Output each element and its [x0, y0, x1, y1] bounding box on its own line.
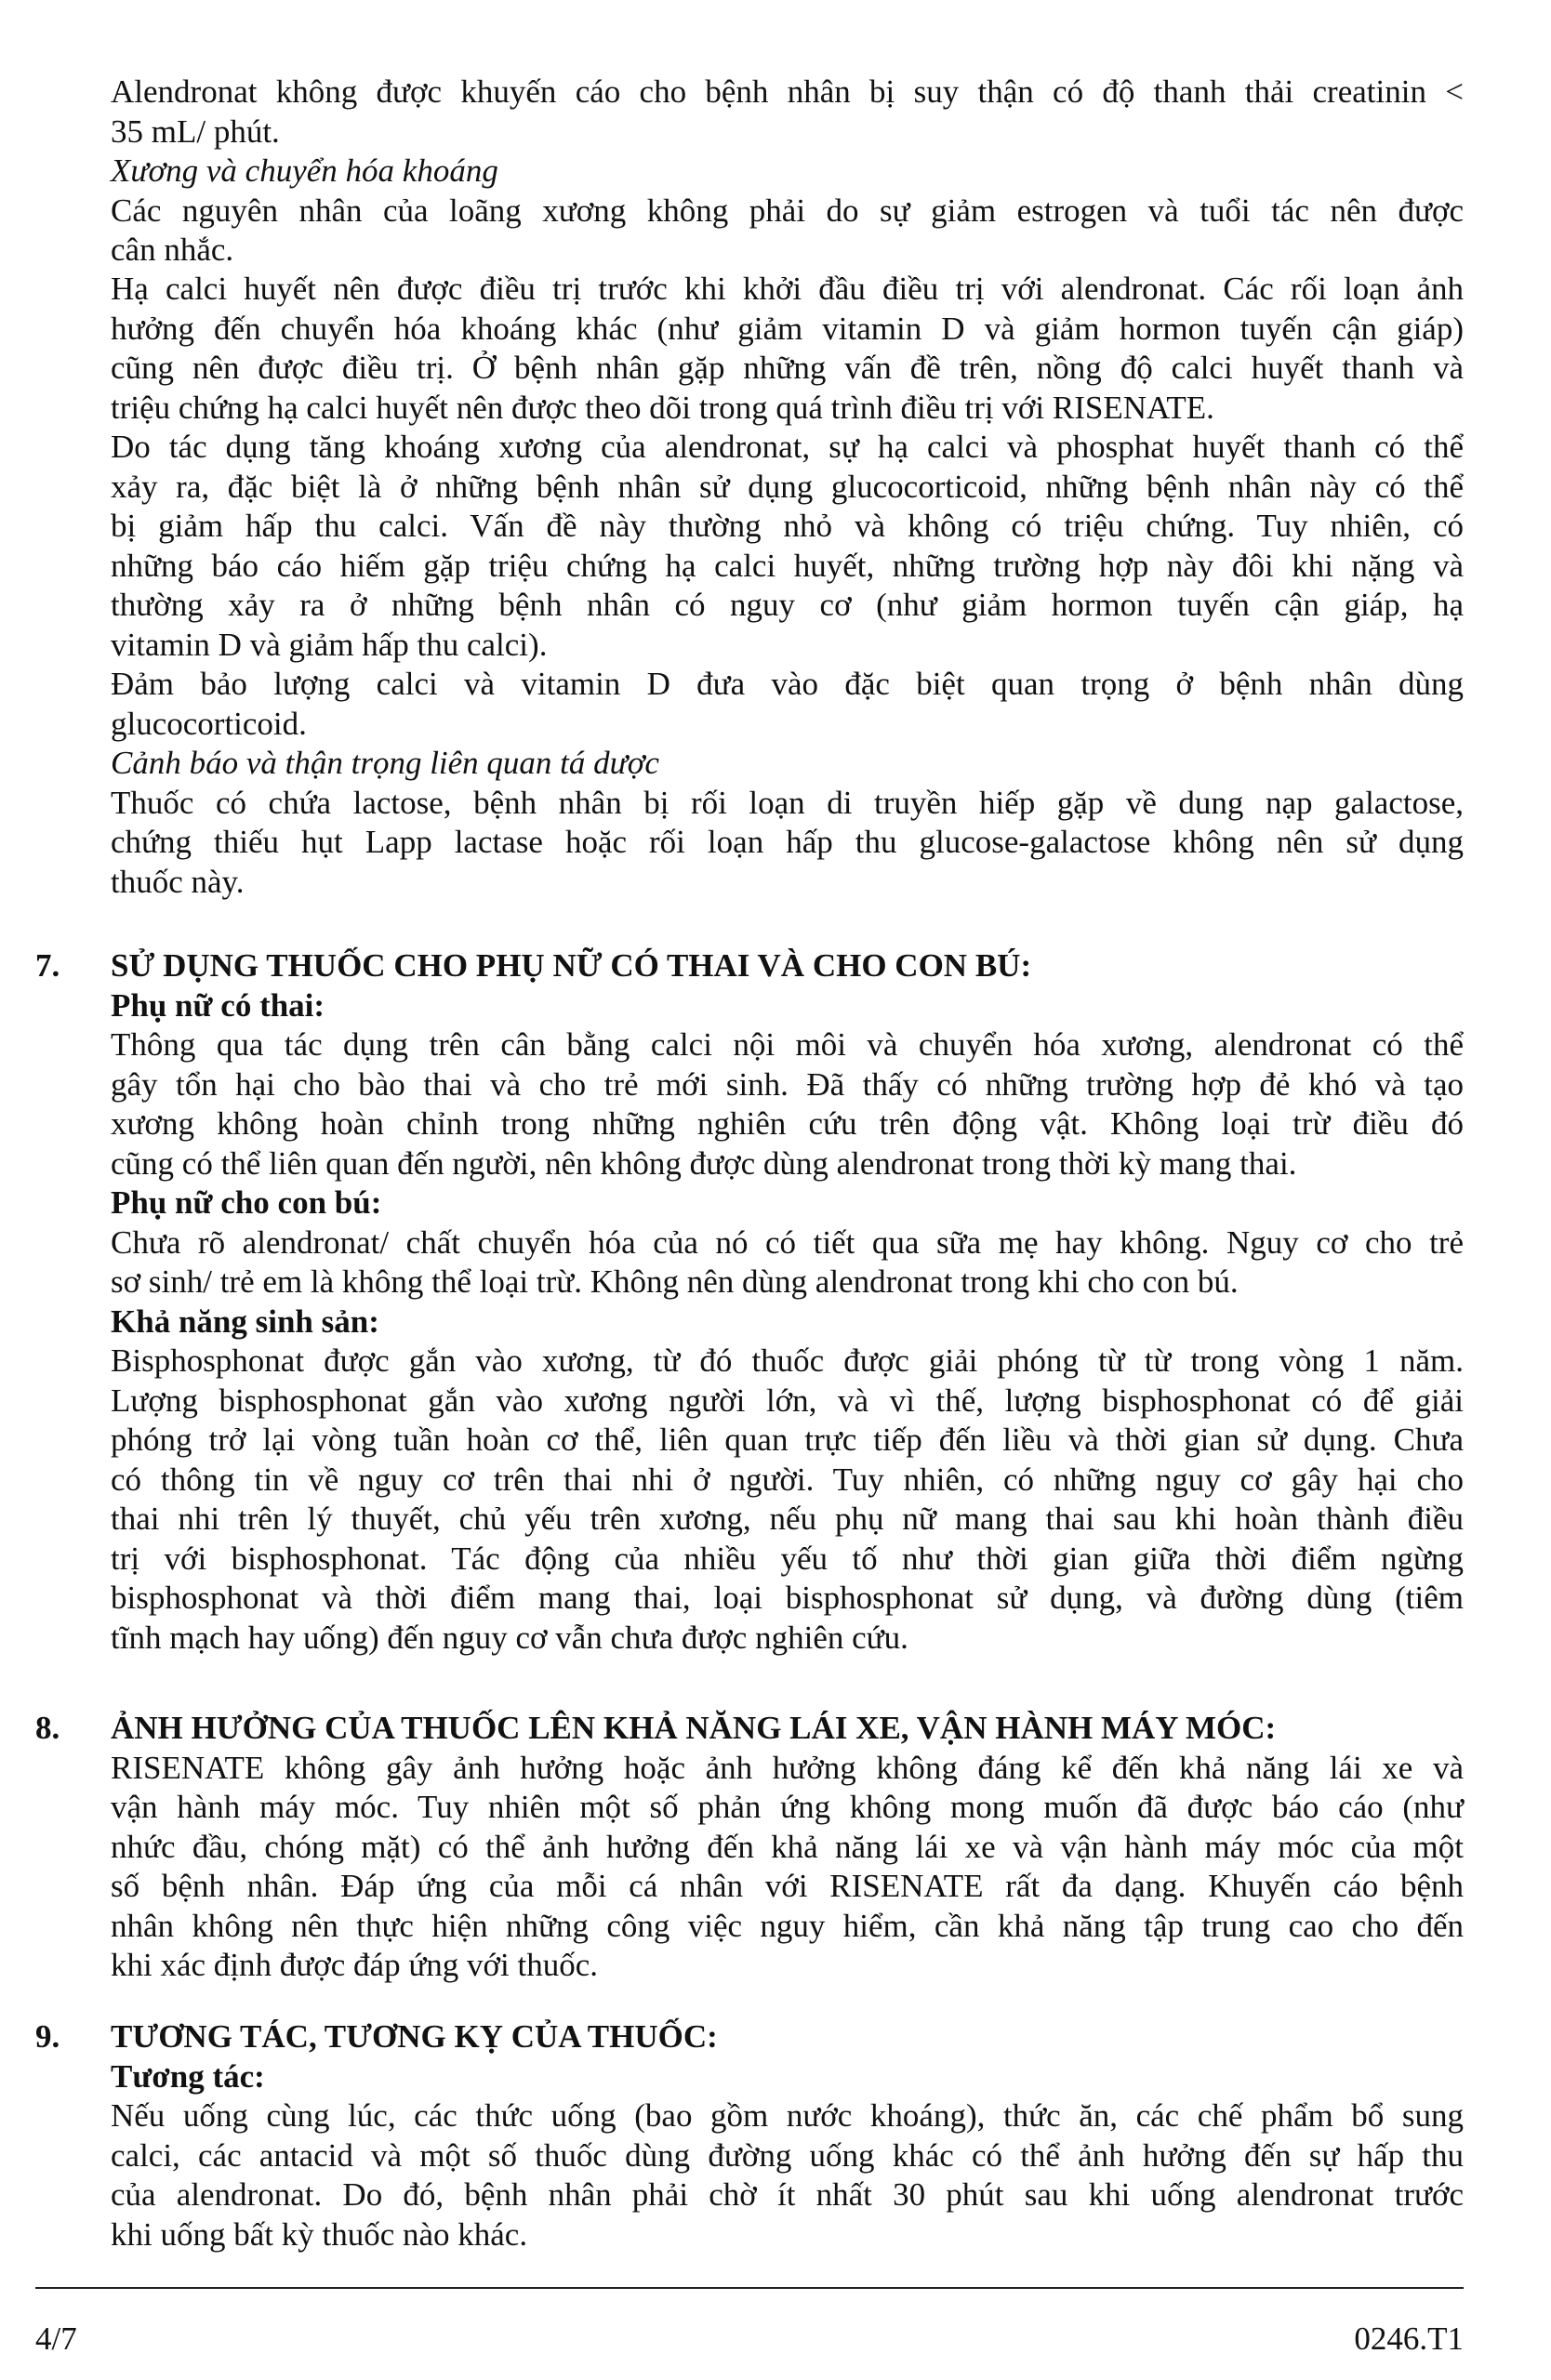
text-line: bisphosphonat và thời điểm mang thai, loại bisphosphonat sử dụng, và đường dùng (tiêm — [111, 1580, 1464, 1616]
section-title: TƯƠNG TÁC, TƯƠNG KỴ CỦA THUỐC: — [111, 2018, 718, 2055]
subheading-italic: Cảnh báo và thận trọng liên quan tá dược — [111, 745, 659, 781]
paragraph-hypocalcemia — [111, 270, 1464, 428]
text-line: tĩnh mạch hay uống) đến nguy cơ vẫn chưa được nghiên cứu. — [111, 1619, 908, 1656]
subheading-bold: Phụ nữ cho con bú: — [111, 1184, 382, 1221]
paragraph-mineral — [111, 152, 1464, 271]
text-line: Thuốc có chứa lactose, bệnh nhân bị rối loạn di truyền hiếp gặp về dung nạp galactose, — [111, 784, 1464, 821]
text-line: bị giảm hấp thu calci. Vấn đề này thường nhỏ và không có triệu chứng. Tuy nhiên, có — [111, 508, 1464, 544]
text-line: phóng trở lại vòng tuần hoàn cơ thể, liên quan trực tiếp đến liều và thời gian sử dụng. Chưa — [111, 1421, 1464, 1458]
text-line: chứng thiếu hụt Lapp lactase hoặc rối loạn hấp thu glucose-galactose không nên sử dụng — [111, 824, 1464, 860]
text-line: thường xảy ra ở những bệnh nhân có nguy cơ (như giảm hormon tuyến cận giáp, hạ — [111, 587, 1464, 623]
section-title: SỬ DỤNG THUỐC CHO PHỤ NỮ CÓ THAI VÀ CHO CON BÚ: — [111, 947, 1032, 984]
text-line: cân nhắc. — [111, 231, 234, 268]
subheading-bold: Khả năng sinh sản: — [111, 1302, 379, 1340]
subheading-bold: Tương tác: — [111, 2057, 265, 2095]
text-line: Đảm bảo lượng calci và vitamin D đưa vào đặc biệt quan trọng ở bệnh nhân dùng — [111, 666, 1464, 702]
subheading-bold: Phụ nữ có thai: — [111, 986, 325, 1024]
text-line: Thông qua tác dụng trên cân bằng calci nội môi và chuyển hóa xương, alendronat có thể — [111, 1026, 1464, 1063]
text-line: Nếu uống cùng lúc, các thức uống (bao gồm nước khoáng), thức ăn, các chế phẩm bổ sung — [111, 2097, 1464, 2134]
text-line: khi xác định được đáp ứng với thuốc. — [111, 1947, 599, 1983]
text-line: những báo cáo hiếm gặp triệu chứng hạ calci huyết, những trường hợp này đôi khi nặng và — [111, 547, 1464, 584]
text-line: thuốc này. — [111, 863, 245, 900]
text-line: calci, các antacid và một số thuốc dùng đường uống khác có thể ảnh hưởng đến sự hấp thu — [111, 2136, 1464, 2174]
text-line: vận hành máy móc. Tuy nhiên một số phản ứng không mong muốn đã được báo cáo (như — [111, 1789, 1464, 1825]
text-line: Chưa rõ alendronat/ chất chuyển hóa của nó có tiết qua sữa mẹ hay không. Nguy cơ cho trẻ — [111, 1223, 1464, 1261]
text-line: nhân không nên thực hiện những công việc nguy hiểm, cần khả năng tập trung cao cho đến — [111, 1907, 1464, 1944]
paragraph-renal — [111, 73, 1464, 152]
text-line: hưởng đến chuyển hóa khoáng khác (như giảm vitamin D và giảm hormon tuyến cận giáp) — [111, 310, 1464, 347]
text-line: xảy ra, đặc biệt là ở những bệnh nhân sử dụng glucocorticoid, những bệnh nhân này có thể — [111, 468, 1464, 505]
text-line: của alendronat. Do đó, bệnh nhân phải chờ ít nhất 30 phút sau khi uống alendronat trước — [111, 2176, 1464, 2213]
section-title: ẢNH HƯỞNG CỦA THUỐC LÊN KHẢ NĂNG LÁI XE, VẬN HÀNH MÁY MÓC: — [111, 1710, 1277, 1746]
section-interactions — [111, 2017, 1464, 2254]
text-line: khi uống bất kỳ thuốc nào khác. — [111, 2215, 528, 2253]
section-number: 9. — [35, 2018, 60, 2055]
text-line: Do tác dụng tăng khoáng xương của alendronat, sự hạ calci và phosphat huyết thanh có thể — [111, 429, 1464, 465]
section-number: 8. — [35, 1710, 60, 1746]
text-line: glucocorticoid. — [111, 705, 307, 742]
text-line: cũng nên được điều trị. Ở bệnh nhân gặp những vấn đề trên, nồng độ calci huyết thanh và — [111, 350, 1464, 386]
page-number: 4/7 — [35, 2320, 77, 2357]
text-line: triệu chứng hạ calci huyết nên được theo dõi trong quá trình điều trị với RISENATE. — [111, 389, 1214, 426]
section-pregnancy — [111, 946, 1464, 1658]
text-line: Các nguyên nhân của loãng xương không phải do sự giảm estrogen và tuổi tác nên được — [111, 192, 1464, 229]
text-line: thai nhi trên lý thuyết, chủ yếu trên xương, nếu phụ nữ mang thai sau khi hoàn thành điều — [111, 1501, 1464, 1537]
text-line: trị với bisphosphonat. Tác động của nhiều yếu tố như thời gian giữa thời điểm ngừng — [111, 1540, 1464, 1577]
text-line: số bệnh nhân. Đáp ứng của mỗi cá nhân với RISENATE rất đa dạng. Khuyến cáo bệnh — [111, 1868, 1464, 1904]
text-line: Lượng bisphosphonat gắn vào xương người lớn, và vì thế, lượng bisphosphonat có để giải — [111, 1382, 1464, 1419]
footer-divider — [35, 2287, 1464, 2289]
text-line: xương không hoàn chỉnh trong những nghiên cứu trên động vật. Không loại trừ điều đó — [111, 1105, 1464, 1142]
text-line: Hạ calci huyết nên được điều trị trước khi khởi đầu điều trị với alendronat. Các rối loạn ảnh — [111, 271, 1464, 307]
paragraph-calcium-vitamin — [111, 665, 1464, 744]
paragraph-excipient — [111, 744, 1464, 902]
text-line: Alendronat không được khuyến cáo cho bệnh nhân bị suy thận có độ thanh thải creatinin < — [111, 73, 1464, 110]
section-number: 7. — [35, 947, 60, 984]
text-line: RISENATE không gây ảnh hưởng hoặc ảnh hưởng không đáng kể đến khả năng lái xe và — [111, 1749, 1464, 1786]
paragraph-phosphate — [111, 428, 1464, 665]
subheading-italic: Xương và chuyển hóa khoáng — [111, 152, 498, 189]
text-line: có thông tin về nguy cơ trên thai nhi ở người. Tuy nhiên, có những nguy cơ gây hại cho — [111, 1461, 1464, 1498]
text-line: nhức đầu, chóng mặt) có thể ảnh hưởng đến khả năng lái xe và vận hành máy móc của một — [111, 1828, 1464, 1865]
text-line: 35 mL/ phút. — [111, 112, 280, 150]
document-code: 0246.T1 — [1354, 2320, 1464, 2357]
section-driving — [111, 1709, 1464, 1986]
text-line: gây tổn hại cho bào thai và cho trẻ mới sinh. Đã thấy có những trường hợp đẻ khó và tạo — [111, 1065, 1464, 1103]
text-line: vitamin D và giảm hấp thu calci). — [111, 626, 548, 663]
text-line: cũng có thể liên quan đến người, nên không được dùng alendronat trong thời kỳ mang thai. — [111, 1144, 1297, 1182]
text-line: Bisphosphonat được gắn vào xương, từ đó thuốc được giải phóng từ từ trong vòng 1 năm. — [111, 1342, 1464, 1379]
text-line: sơ sinh/ trẻ em là không thể loại trừ. Không nên dùng alendronat trong khi cho con bú. — [111, 1263, 1239, 1300]
